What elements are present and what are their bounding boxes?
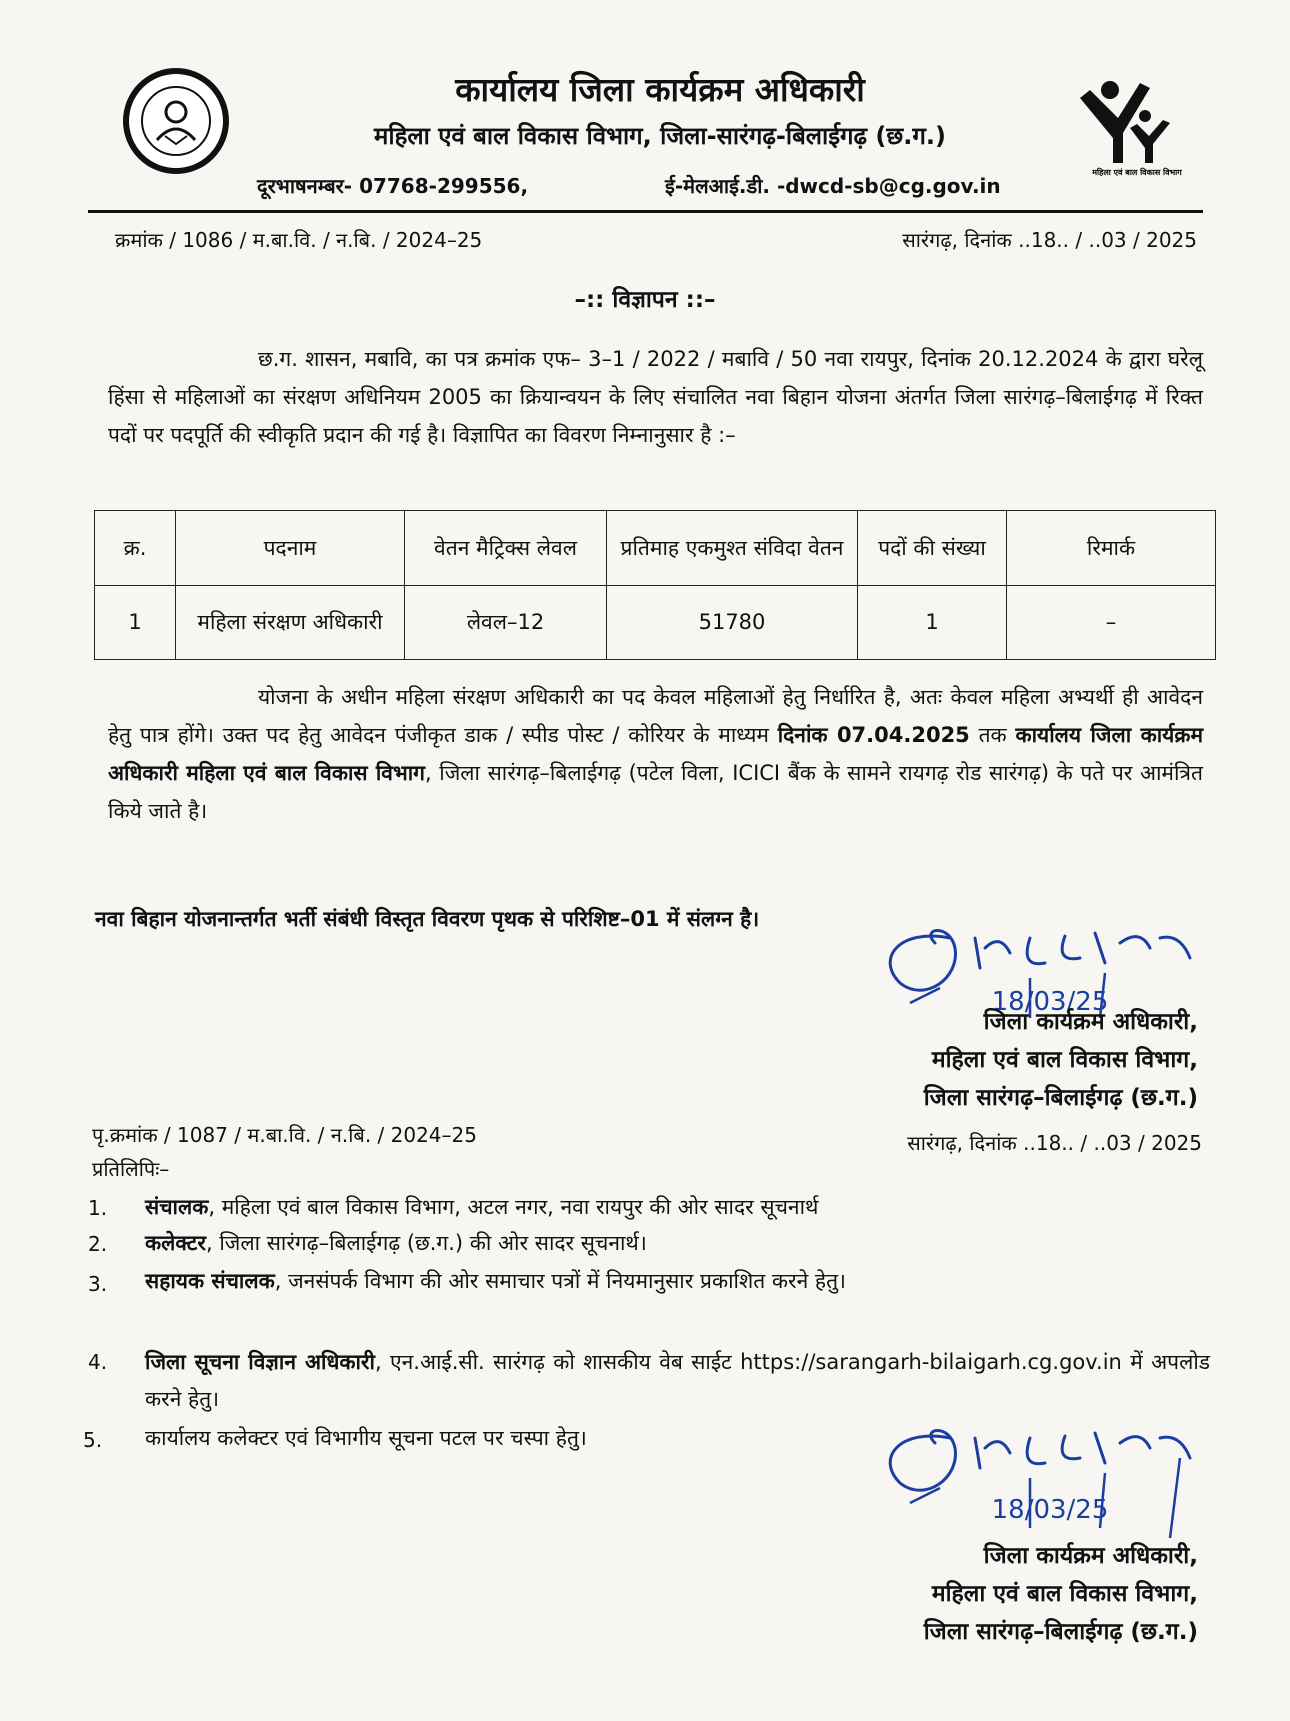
department-line: महिला एवं बाल विकास विभाग, जिला-सारंगढ़-बिलाईगढ़ (छ.ग.) xyxy=(374,122,946,150)
col-header-post: पदनाम xyxy=(176,511,405,586)
cell-salary: 51780 xyxy=(607,585,858,660)
table-row xyxy=(95,585,1216,660)
notice-heading: –:: विज्ञापन ::– xyxy=(574,287,716,313)
copy-number: 4. xyxy=(88,1350,108,1374)
cell-serial: 1 xyxy=(95,585,176,660)
copy-recipient: सहायक संचालक xyxy=(145,1269,275,1293)
cell-post: महिला संरक्षण अधिकारी xyxy=(176,585,405,660)
col-header-pay-level: वेतन मैट्रिक्स लेवल xyxy=(405,511,607,586)
col-header-serial: क्र. xyxy=(95,511,176,586)
signature-date-1: 18/03/25 xyxy=(991,987,1109,1017)
copy-item xyxy=(145,1265,1210,1298)
table-header-row xyxy=(95,511,1216,586)
signatory-department: महिला एवं बाल विकास विभाग, xyxy=(931,1581,1198,1607)
svg-text:महिला एवं बाल विकास विभाग: महिला एवं बाल विकास विभाग xyxy=(1092,168,1182,177)
endorsement-place-date: सारंगढ़, दिनांक ..18.. / ..03 / 2025 xyxy=(907,1131,1202,1155)
copy-text: , जिला सारंगढ़–बिलाईगढ़ (छ.ग.) की ओर सादर सूचनार्थ। xyxy=(205,1231,647,1255)
signature-block-2 xyxy=(924,1537,1198,1651)
copy-item xyxy=(145,1344,1210,1418)
body-text-3: , जिला सारंगढ़–बिलाईगढ़ (पटेल विला, ICICI बैंक के सामने रायगढ़ रोड सारंगढ़) के पते पर आमंत्रित किये जाते है। xyxy=(108,761,1203,823)
copy-to-label: प्रतिलिपिः– xyxy=(92,1157,170,1181)
signature-block-1 xyxy=(924,1003,1198,1117)
signatory-department: महिला एवं बाल विकास विभाग, xyxy=(931,1047,1198,1073)
copy-recipient: कलेक्टर xyxy=(145,1231,206,1255)
signature-date-2: 18/03/25 xyxy=(991,1495,1109,1525)
copy-number: 3. xyxy=(88,1272,108,1296)
header-divider xyxy=(88,210,1203,213)
intro-paragraph: छ.ग. शासन, मबावि, का पत्र क्रमांक एफ– 3–1 / 2022 / मबावि / 50 नवा रायपुर, दिनांक 20.12.2024 के द्वारा घरेलू हिंसा से महिलाओं का संरक्षण अधिनियम 2005 का क्रियान्वयन के लिए संचालित नवा बिहान योजना अंतर्गत जिला सारंगढ़–बिलाईगढ़ में रिक्त पदों पर पदपूर्ति की स्वीकृति प्रदान की गई है। विज्ञापित का विवरण निम्नानुसार है :– xyxy=(108,347,1203,447)
cell-remark: – xyxy=(1007,585,1216,660)
cell-count: 1 xyxy=(858,585,1007,660)
copy-number: 2. xyxy=(88,1232,108,1256)
copy-recipient: जिला सूचना विज्ञान अधिकारी xyxy=(145,1350,375,1374)
endorsement-number: पृ.क्रमांक / 1087 / म.बा.वि. / न.बि. / 2024–25 xyxy=(92,1123,477,1147)
deadline-date: दिनांक 07.04.2025 xyxy=(777,723,970,747)
wcd-department-logo xyxy=(1075,78,1200,178)
email-address: ई-मेलआई.डी. -dwcd-sb@cg.gov.in xyxy=(665,174,1001,198)
govt-seal-logo xyxy=(123,68,229,174)
letter-place-date: सारंगढ़, दिनांक ..18.. / ..03 / 2025 xyxy=(902,228,1197,252)
body-paragraph xyxy=(108,678,1203,830)
signatory-district: जिला सारंगढ़–बिलाईगढ़ (छ.ग.) xyxy=(923,1085,1198,1111)
signature-2 xyxy=(880,1418,1200,1538)
copy-text: , जनसंपर्क विभाग की ओर समाचार पत्रों में नियमानुसार प्रकाशित करने हेतु। xyxy=(274,1269,846,1293)
phone-number: दूरभाषनम्बर- 07768-299556, xyxy=(257,174,529,198)
body-text-1: योजना के अधीन महिला संरक्षण अधिकारी का पद केवल महिलाओं हेतु निर्धारित है, अतः केवल महिला अभ्यर्थी ही आवेदन हेतु पात्र होंगे। उक्त पद हेतु आवेदन पंजीकृत डाक / स्पीड पोस्ट / कोरियर के माध्यम xyxy=(108,685,1203,747)
signatory-district: जिला सारंगढ़–बिलाईगढ़ (छ.ग.) xyxy=(923,1619,1198,1645)
letter-number: क्रमांक / 1086 / म.बा.वि. / न.बि. / 2024–25 xyxy=(115,228,483,252)
office-name-bold: कार्यालय जिला कार्यक्रम अधिकारी महिला एवं बाल विकास विभाग xyxy=(108,723,1204,785)
copy-text: , महिला एवं बाल विकास विभाग, अटल नगर, नवा रायपुर की ओर सादर सूचनार्थ xyxy=(208,1195,819,1219)
cell-pay-level: लेवल–12 xyxy=(405,585,607,660)
posts-table xyxy=(94,510,1216,660)
signatory-designation: जिला कार्यक्रम अधिकारी, xyxy=(983,1009,1198,1035)
col-header-salary: प्रतिमाह एकमुश्त संविदा वेतन xyxy=(607,511,858,586)
col-header-count: पदों की संख्या xyxy=(858,511,1007,586)
copy-text: कार्यालय कलेक्टर एवं विभागीय सूचना पटल पर चस्पा हेतु। xyxy=(145,1426,587,1450)
office-title: कार्यालय जिला कार्यक्रम अधिकारी xyxy=(455,70,865,109)
copy-recipient: संचालक xyxy=(145,1195,209,1219)
copy-item xyxy=(145,1191,1210,1224)
col-header-remark: रिमार्क xyxy=(1007,511,1216,586)
body-text-2: तक xyxy=(969,723,1016,747)
copy-item xyxy=(145,1227,1210,1260)
signatory-designation: जिला कार्यक्रम अधिकारी, xyxy=(983,1543,1198,1569)
copy-number: 1. xyxy=(88,1196,108,1220)
copy-text: , एन.आई.सी. सारंगढ़ को शासकीय वेब साईट https://sarangarh-bilaigarh.cg.gov.in में अपलोड करने हेतु। xyxy=(145,1350,1211,1411)
annexure-line: नवा बिहान योजनान्तर्गत भर्ती संबंधी विस्तृत विवरण पृथक से परिशिष्ट–01 में संलग्न है। xyxy=(95,907,760,931)
copy-number: 5. xyxy=(83,1428,103,1452)
